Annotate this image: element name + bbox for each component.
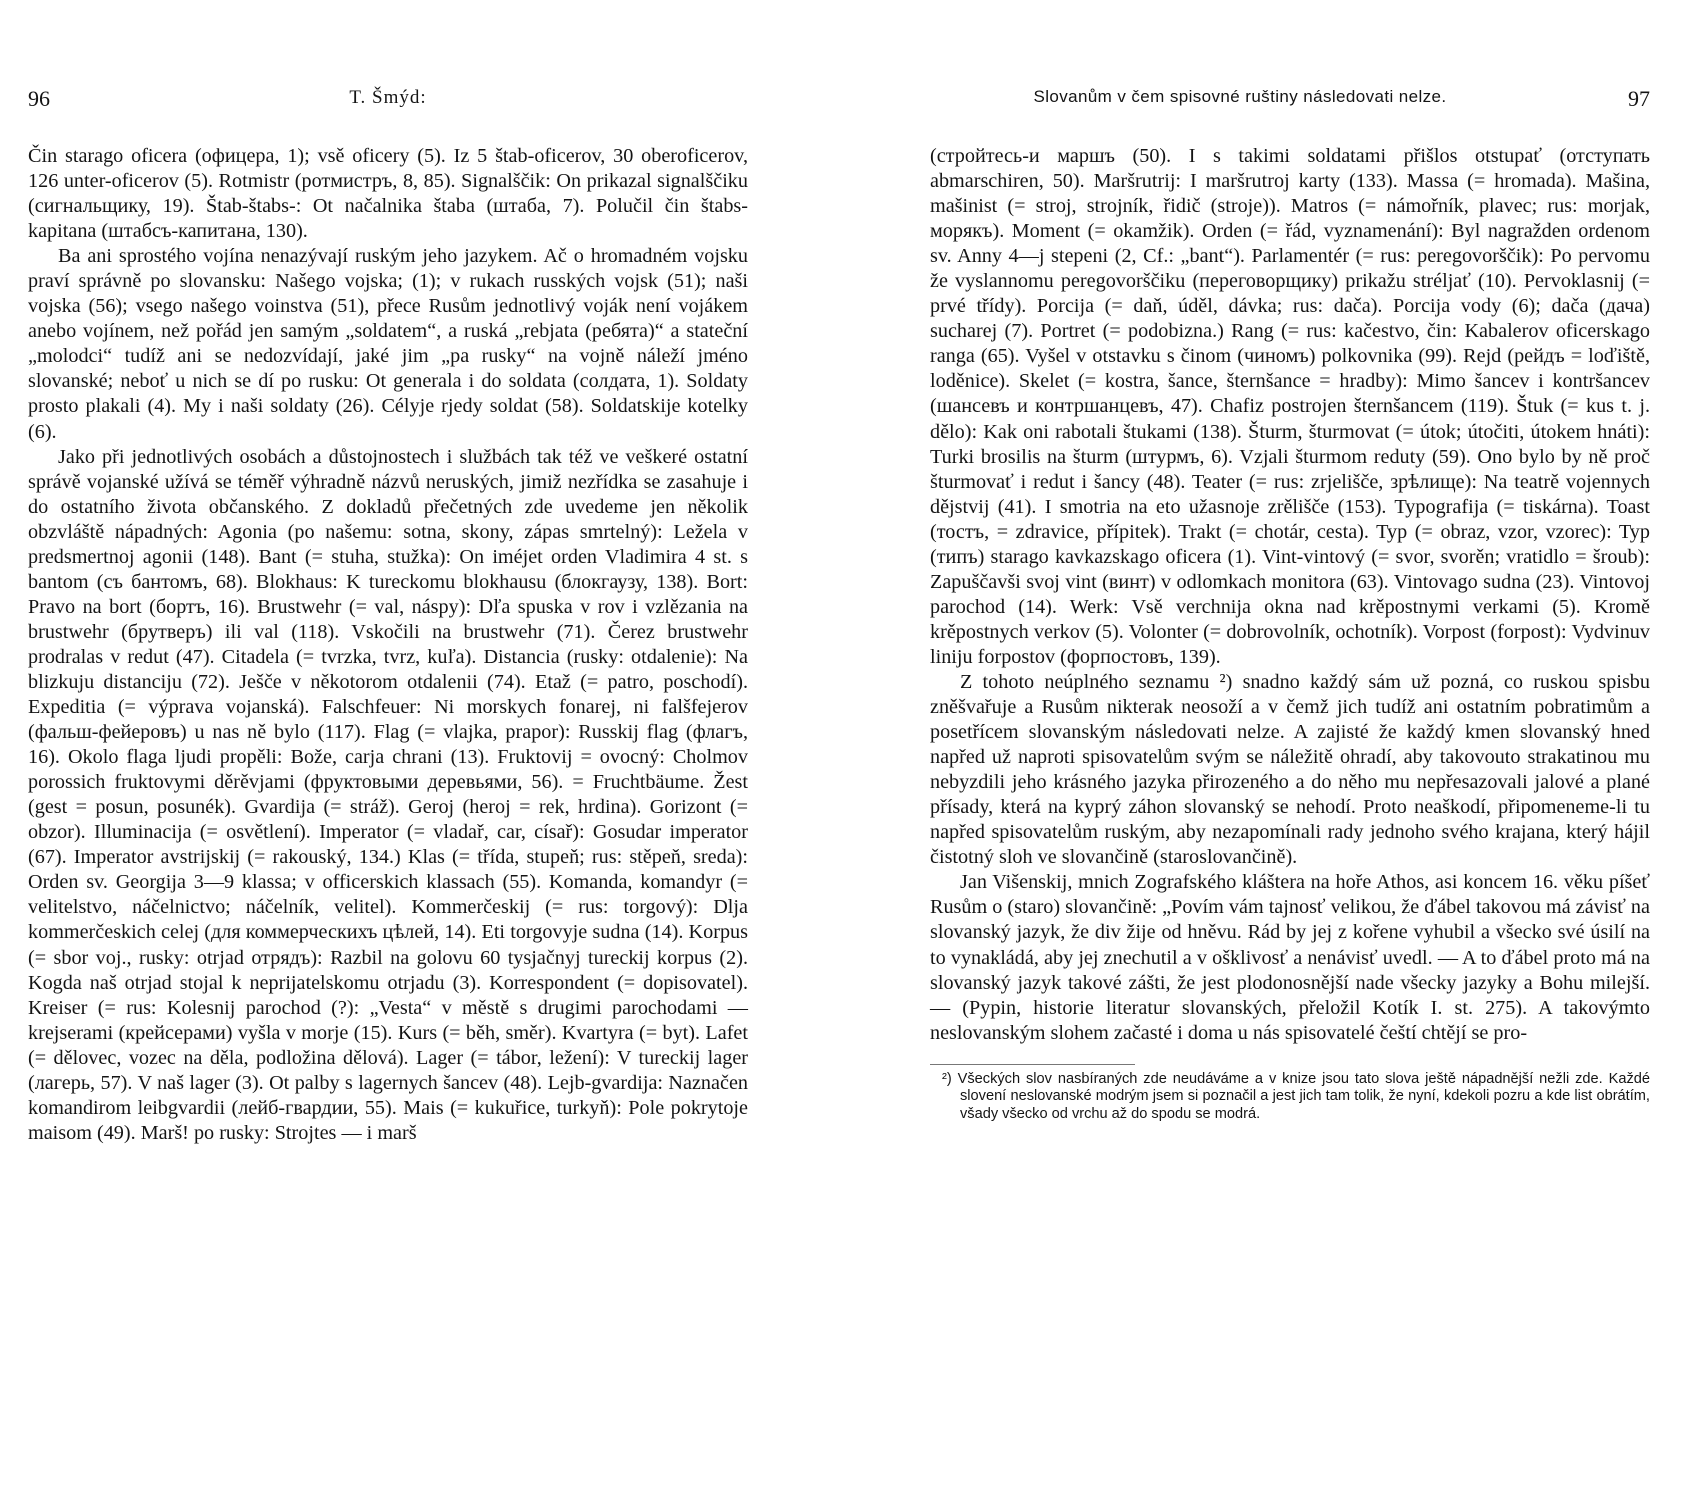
- left-paragraph-3: Jako při jednotlivých osobách a důstojnostech i službách tak též ve veškeré ostatní správě vojanské užívá se téměř výhradně názvů neruských, jimiž nezřídka se zasahuje i do ostatního života občanského. Z dokladů přečetných zde uvedeme jen několik obzvláště nápadných: Agonia (po našemu: sotna, skony, zápas smrtelný): Ležela v predsmertnoj agonii (148). Bant (= stuha, stužka): On iméjet orden Vladimira 4 st. s bantom (съ бантомъ, 68). Blokhaus: K tureckomu blokhausu (блокгаузу, 138). Bort: Pravo na bort (бортъ, 16). Brustwehr (= val, náspy): Dľa spuska v rov i vzlězania na brustwehr (брутверъ) ili val (118). Vskočili na brustwehr (71). Čerez brustwehr prodralas v redut (47). Citadela (= tvrzka, tvrz, kuľa). Distancia (rusky: otdalenie): Na blizkuju distanciju (72). Ješče v někotorom otdalenii (74). Etaž (= patro, poschodí). Expeditia (= výprava vojanská). Falschfeuer: Ni morskych fonarej, ni falšfejerov (фальш-фейеровъ) u nas ně bylo (117). Flag (= vlajka, prapor): Russkij flag (флагъ, 16). Okolo flaga ljudi propěli: Bože, carja chrani (13). Fruktovij = ovocný: Cholmov porossich fruktovymi děrěvjami (фруктовыми деревьями, 56). = Fruchtbäume. Žest (gest = posun, posunék). Gvardija (= stráž). Geroj (heroj = rek, hrdina). Gorizont (= obzor). Illuminacija (= osvětlení). Imperator (= vladař, car, císař): Gosudar imperator (67). Imperator avstrijskij (= rakouský, 134.) Klas (= třída, stupeň; rus: stěpeň, sreda): Orden sv. Georgija 3—9 klassa; v officerskich klassach (55). Komanda, komandyr (= velitelstvo, náčelnictvo; náčelník, velitel). Kommerčeskij (= rus: torgový): Dlja kommerčeskich celej (для коммерческихъ цѣлей, 14). Eti torgovyje sudna (14). Korpus (= sbor voj., rusky: otrjad отрядъ): Razbil na golovu 60 tysjačnyj tureckij korpus (2). Kogda naš otrjad stojal k neprijatelskomu otrjadu (3). Korrespondent (= dopisovatel). Kreiser (= rus: Kolesnij parochod (?): „Vesta“ v městě s drugimi parochodami — krejserami (крейсерами) vyšla v morje (15). Kurs (= běh, směr). Kvartyra (= byt). Lafet (= dělovec, vozec na děla, podložina dělová). Lager (= tábor, ležení): V tureckij lager (лагерь, 57). V naš lager (3). Ot palby s lagernych šancev (48). Lejb-gvardija: Naznačen komandirom leibgvardii (лейб-гвардии, 55). Mais (= kukuřice, turkyň): Pole pokrytoje maisom (49). Marš! po rusky: Strojtes — i marš: [28, 445, 748, 1144]
- left-page-number: 96: [28, 86, 50, 111]
- footnote: [930, 1071, 1650, 1124]
- right-running-head: Slovanům v čem spisovné ruštiny následovati nelze.: [1033, 87, 1447, 106]
- left-paragraph-2: Ba ani sprostého vojína nenazývají ruským jeho jazykem. Ač o hromadném vojsku praví správně po slovansku: Našego vojska; (1); v rukach rusských vojsk (51); naši vojska (56); vsego našego voinstva (51), přece Rusům jednotlivý voják není vojákem anebo vojínem, než pořád jen samým „soldatem“, a ruská „rebjata (ребята)“ a stateční „molodci“ tudíž ani se nedozvídají, jaké jim „pa rusky“ na vojně náleží jméno slovanské; neboť u nich se dí po rusku: Ot generala i do soldata (солдата, 1). Soldaty prosto plakali (4). My i naši soldaty (26). Célyje rjedy soldat (58). Soldatskije kotelky (6).: [28, 245, 748, 443]
- left-running-head: T. Šmýd:: [349, 87, 427, 108]
- left-page-body: [28, 144, 748, 1146]
- footnote-divider: [930, 1064, 1135, 1065]
- right-paragraph-1: (стройтесь-и маршъ (50). I s takimi soldatami přišlos otstupať (отступать abmarschiren, 50). Maršrutrij: I maršrutroj karty (133). Massa (= hromada). Mašina, mašinist (= stroj, strojník, řidič (stroje)). Matros (= námořník, plavec; rus: morjak, морякъ). Moment (= okamžik). Orden (= řád, vyznamenání): Byl nagražden ordenom sv. Anny 4—j stepeni (2, Cf.: „bant“). Parlamentér (= rus: peregovorščik): Po pervomu že vyslannomu peregovorščiku (переговорщику) prikažu stréljať (10). Pervoklasnij (= prvé třídy). Porcija (= daň, úděl, dávka; rus: dača). Porcija vody (6); dača (дача) sucharej (7). Portret (= podobizna.) Rang (= rus: kačestvo, čin: Kabalerov oficerskago ranga (65). Vyšel v otstavku s činom (чиномъ) polkovnika (99). Rejd (рейдъ = loďiště, loděnice). Skelet (= kostra, šance, šternšance = hradby): Mimo šancev i kontršancev (шансевъ и контршанцевъ, 47). Chafiz postrojen šternšancem (119). Štuk (= kus t. j. dělo): Kak oni rabotali štukami (138). Šturm, šturmovat (= útok; útočiti, útokem hnáti): Turki brosilis na šturm (штурмъ, 6). Vzjali šturmom reduty (59). Ono bylo by ně proč šturmovať i redut i šancy (48). Teater (= rus: zrjelišče, зрѣлище): Na teatrě vojennych dějstvij (41). I smotria na eto užasnoje zrělišče (153). Typografija (= tiskárna). Toast (тостъ, = zdravice, přípitek). Trakt (= chotár, cesta). Typ (= obraz, vzor, vzorec): Typ (типъ) starago kavkazskago oficera (1). Vint-vintový (= svor, svorěn; vratidlo = šroub): Zapuščavši svoj vint (винт) v odlomkach monitora (63). Vintovago sudna (23). Vintovoj parochod (14). Werk: Vsě verchnija okna nad krěpostnymi verkami (5). Kromě krěpostnych verkov (5). Volonter (= dobrovolník, ochotník). Vorpost (forpost): Vydvinuv liniju forpostov (форпостовъ, 139).: [930, 145, 1650, 668]
- left-page-header: [28, 78, 748, 118]
- right-paragraph-2: Z tohoto neúplného seznamu ²) snadno každý sám už pozná, co ruskou spisbu zněšvařuje a Rusům nikterak neosoží a v čemž jich tudíž ani ostatním pobratimům a posetřícem slovanským následovati nelze. A zajisté že každý kmen slovanský hned napřed už naproti spisovatelům svým se náležitě ohradí, aby takovouto strakatinou mu nebyzdili jeho krásného jazyka přirozeného a do něho mu nepřesazovali jalové a plané přísady, která na kyprý záhon slovanský se nehodí. Proto neaškodí, připomeneme-li tu napřed spisovatelům ruským, aby nezapomínali rady jednoho svého krajana, který hájil čistotný sloh ve slovančině (staroslovančině).: [930, 670, 1650, 869]
- left-paragraph-1: Čin starago oficera (офицера, 1); vsě oficery (5). Iz 5 štab-oficerov, 30 oberoficerov, 126 unter-oficerov (5). Rotmistr (ротмистръ, 8, 85). Signalščik: On prikazal signalščiku (сигнальщику, 19). Štab-štabs-: Ot načalnika štaba (штаба, 7). Polučil čin štabs-kapitana (штабсъ-капитана, 130).: [28, 145, 748, 243]
- right-page-body: [930, 144, 1650, 1046]
- footnote-text: ²) Všeckých slov nasbíraných zde neudáváme a v knize jsou tato slova ještě nápadnější nežli zde. Každé slovení neslovanské modrým jsem si poznačil a jest jich tam tolik, že nyní, kdekoli pozru a kde list obrátím, všady všecko od vrchu až do spodu se modrá.: [942, 1070, 1650, 1122]
- left-page: [28, 78, 748, 1146]
- right-page-number: 97: [1628, 86, 1650, 111]
- right-page: [930, 78, 1650, 1123]
- right-page-header: [930, 78, 1650, 118]
- right-paragraph-3: Jan Višenskij, mnich Zografského kláštera na hoře Athos, asi koncem 16. věku píšeť Rusům o (staro) slovančině: „Povím vám tajnosť velikou, že ďábel takovou má závisť na slovanský jazyk, že div žije od hněvu. Rád by jej z kořene vyhubil a všecko své úsilí na to vynakládá, aby jej znechutil a v ošklivosť a nenávisť uvedl. — A to ďábel proto má na slovanský jazyk takové zášti, že jest plodonosnější nade všecky jazyky a Bohu milejší. — (Pypin, historie literatur slovanských, přeložil Kotík I. st. 275). A takovýmto neslovanským slohem začasté i doma u nás spisovatelé čeští chtějí se pro-: [930, 871, 1650, 1044]
